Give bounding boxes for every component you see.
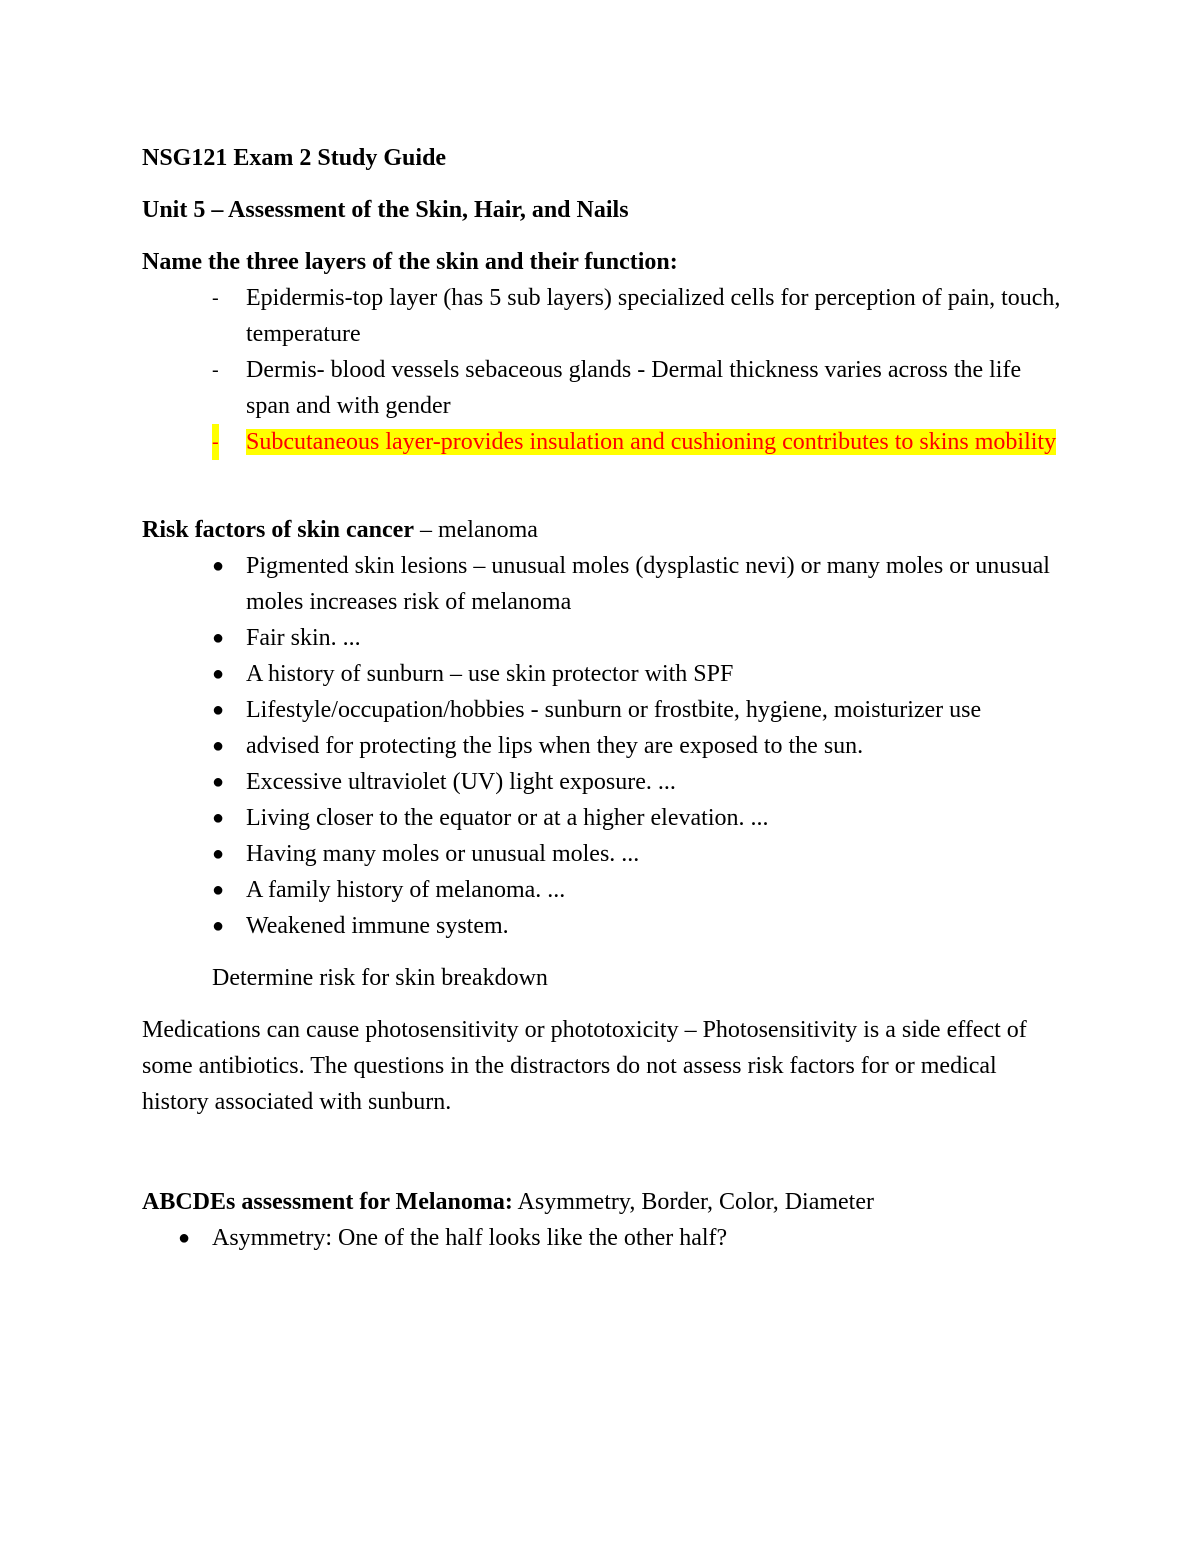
document-title: NSG121 Exam 2 Study Guide <box>142 145 447 171</box>
list-item <box>142 836 1062 872</box>
layer-text-subcutaneous-highlighted: Subcutaneous layer-provides insulation and cushioning contributes to skins mobility <box>246 429 1057 455</box>
layers-question: Name the three layers of the skin and their function: <box>142 249 678 275</box>
risk-factor-text: Excessive ultraviolet (UV) light exposure. ... <box>246 769 676 795</box>
risk-factor-text: advised for protecting the lips when they are exposed to the sun. <box>246 733 864 759</box>
list-item <box>142 728 1062 764</box>
dash-marker: - <box>212 424 219 460</box>
risk-factor-text: Fair skin. ... <box>246 625 361 651</box>
list-item <box>142 872 1062 908</box>
bullet-marker: ● <box>212 627 225 649</box>
risk-heading-rest: – melanoma <box>413 517 538 543</box>
skin-breakdown-line: Determine risk for skin breakdown <box>212 965 548 991</box>
layer-text-dermis: Dermis- blood vessels sebaceous glands - Dermal thickness varies across the life span and with gender <box>246 357 1022 419</box>
bullet-marker: ● <box>212 555 225 577</box>
abcde-heading-bold: ABCDEs assessment for Melanoma: <box>142 1189 513 1215</box>
abcde-list <box>142 1220 1062 1256</box>
risk-factor-text: A history of sunburn – use skin protector with SPF <box>246 661 734 687</box>
medications-paragraph: Medications can cause photosensitivity or phototoxicity – Photosensitivity is a side effect of some antibiotics. The questions in the distractors do not assess risk factors for or medical history associated with sunburn. <box>142 1017 1027 1115</box>
bullet-marker: ● <box>212 771 225 793</box>
bullet-marker: ● <box>212 915 225 937</box>
risk-factor-text: Pigmented skin lesions – unusual moles (dysplastic nevi) or many moles or unusual moles increases risk of melanoma <box>246 553 1050 615</box>
list-item <box>142 656 1062 692</box>
risk-factor-text: Living closer to the equator or at a higher elevation. ... <box>246 805 769 831</box>
document-page <box>142 140 1062 1256</box>
list-item <box>142 352 1062 424</box>
dash-marker: - <box>212 287 219 309</box>
bullet-marker: ● <box>178 1227 191 1249</box>
risk-heading-bold: Risk factors of skin cancer <box>142 517 414 543</box>
bullet-marker: ● <box>212 663 225 685</box>
bullet-marker: ● <box>212 735 225 757</box>
abcde-heading-rest: Asymmetry, Border, Color, Diameter <box>512 1189 874 1215</box>
bullet-marker: ● <box>212 699 225 721</box>
list-item <box>142 424 1062 460</box>
list-item <box>142 908 1062 944</box>
list-item <box>142 620 1062 656</box>
skin-layers-list <box>142 280 1062 460</box>
list-item <box>142 692 1062 728</box>
bullet-marker: ● <box>212 879 225 901</box>
list-item <box>142 764 1062 800</box>
risk-factor-text: Weakened immune system. <box>246 913 509 939</box>
unit-heading: Unit 5 – Assessment of the Skin, Hair, and Nails <box>142 197 629 223</box>
risk-factor-text: A family history of melanoma. ... <box>246 877 566 903</box>
risk-factors-list <box>142 548 1062 944</box>
list-item <box>142 800 1062 836</box>
list-item <box>142 548 1062 620</box>
list-item <box>142 1220 1062 1256</box>
bullet-marker: ● <box>212 843 225 865</box>
risk-factor-text: Lifestyle/occupation/hobbies - sunburn or frostbite, hygiene, moisturizer use <box>246 697 982 723</box>
bullet-marker: ● <box>212 807 225 829</box>
layer-text-epidermis: Epidermis-top layer (has 5 sub layers) specialized cells for perception of pain, touch, temperature <box>246 285 1061 347</box>
dash-marker: - <box>212 359 219 381</box>
abcde-item-text: Asymmetry: One of the half looks like the other half? <box>212 1225 728 1251</box>
risk-factor-text: Having many moles or unusual moles. ... <box>246 841 640 867</box>
list-item <box>142 280 1062 352</box>
abcde-heading <box>142 1184 1062 1220</box>
risk-heading <box>142 512 1062 548</box>
